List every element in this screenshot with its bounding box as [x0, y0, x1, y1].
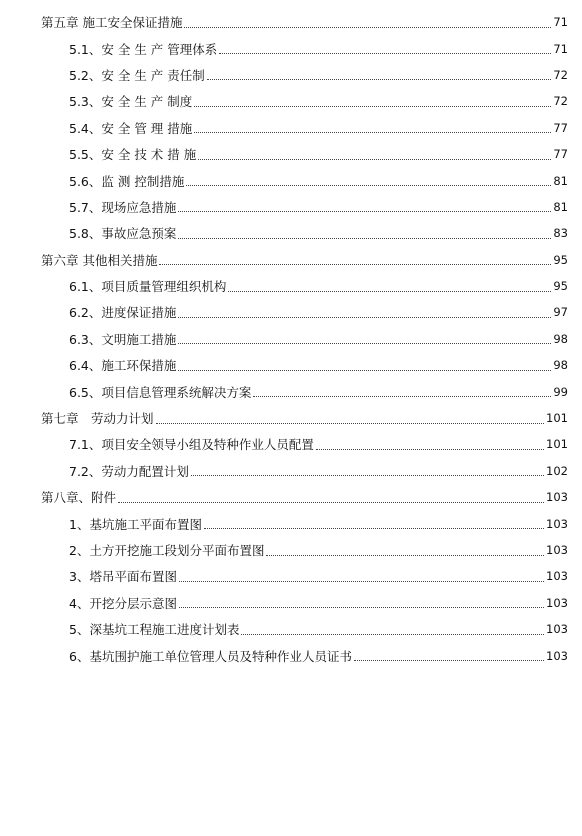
toc-entry-5-8[interactable]: [0, 220, 582, 246]
toc-entry-page: 103: [546, 516, 568, 531]
toc-entry-page: 98: [553, 358, 568, 373]
toc-entry-page: 95: [553, 279, 568, 294]
toc-entry-5-7[interactable]: [0, 194, 582, 220]
toc-entry-appendix-6[interactable]: [0, 642, 582, 668]
toc-entry-5-5[interactable]: [0, 141, 582, 167]
toc-entry-appendix-5[interactable]: [0, 616, 582, 642]
toc-entry-appendix-4[interactable]: [0, 590, 582, 616]
toc-entry-page: 72: [553, 67, 568, 82]
toc-entry-page: 103: [546, 622, 568, 637]
toc-entry-title: 2、土方开挖施工段划分平面布置图: [69, 543, 265, 558]
toc-entry-title: 5.6、监 测 控制措施: [69, 173, 185, 189]
toc-entry-title: 第六章 其他相关措施: [41, 252, 158, 268]
toc-entry-page: 95: [553, 252, 568, 267]
toc-entry-title: 5、深基坑工程施工进度计划表: [69, 622, 240, 638]
toc-entry-page: 98: [553, 331, 568, 346]
toc-entry-page: 81: [553, 173, 568, 188]
dot-leader: [178, 317, 551, 318]
dot-leader: [118, 502, 544, 503]
toc-entry-title: 6.3、文明施工措施: [69, 331, 177, 347]
toc-entry-page: 102: [546, 463, 568, 478]
toc-entry-title: 6.1、项目质量管理组织机构: [69, 279, 227, 295]
toc-entry-6-2[interactable]: [0, 299, 582, 325]
toc-entry-title: 5.7、现场应急措施: [69, 199, 177, 215]
dot-leader: [191, 475, 544, 476]
dot-leader: [316, 449, 544, 450]
toc-entry-title: 7.2、劳动力配置计划: [69, 463, 189, 479]
toc-entry-title: 3、塔吊平面布置图: [69, 569, 177, 585]
dot-leader: [241, 634, 544, 635]
dot-leader: [354, 660, 544, 661]
toc-entry-appendix-3[interactable]: [0, 563, 582, 589]
toc-entry-page: 99: [553, 384, 568, 399]
toc-entry-title: 1、基坑施工平面布置图: [69, 516, 202, 532]
toc-entry-title: 6.4、施工环保措施: [69, 358, 177, 374]
dot-leader: [266, 555, 544, 556]
dot-leader: [178, 343, 551, 344]
toc-entry-page: 71: [553, 41, 568, 56]
toc-entry-6-4[interactable]: [0, 352, 582, 378]
dot-leader: [198, 159, 551, 160]
toc-entry-title: 7.1、项目安全领导小组及特种作业人员配置: [69, 437, 314, 453]
dot-leader: [204, 528, 544, 529]
dot-leader: [179, 581, 544, 582]
toc-entry-page: 83: [553, 226, 568, 241]
dot-leader: [156, 423, 545, 424]
toc-entry-page: 71: [553, 15, 568, 30]
dot-leader: [194, 106, 551, 107]
toc-entry-7-2[interactable]: [0, 458, 582, 484]
dot-leader: [184, 27, 551, 28]
toc-entry-6-5[interactable]: [0, 378, 582, 404]
dot-leader: [253, 396, 551, 397]
dot-leader: [207, 79, 552, 80]
toc-entry-title: 5.4、安 全 管 理 措施: [69, 120, 193, 136]
toc-entry-chapter-7[interactable]: [0, 405, 582, 431]
toc-entry-page: 103: [546, 543, 568, 557]
toc-entry-title: 6.2、进度保证措施: [69, 305, 177, 321]
toc-entry-page: 103: [546, 569, 568, 584]
toc-entry-page: 77: [553, 120, 568, 135]
toc-entry-page: 101: [546, 437, 568, 452]
dot-leader: [178, 370, 551, 371]
dot-leader: [178, 238, 551, 239]
toc-entry-5-4[interactable]: [0, 115, 582, 141]
dot-leader: [159, 264, 551, 265]
dot-leader: [219, 53, 551, 54]
toc-entry-5-1[interactable]: [0, 35, 582, 61]
toc-entry-chapter-5[interactable]: [0, 9, 582, 35]
toc-entry-page: 81: [553, 199, 568, 214]
toc-entry-title: 5.2、安 全 生 产 责任制: [69, 67, 205, 83]
toc-entry-page: 72: [553, 94, 568, 109]
toc-entry-chapter-8[interactable]: [0, 484, 582, 510]
toc-entry-title: 第五章 施工安全保证措施: [41, 15, 183, 31]
toc-entry-title: 5.8、事故应急预案: [69, 226, 177, 242]
toc-entry-chapter-6[interactable]: [0, 247, 582, 273]
toc-entry-title: 第八章、附件: [41, 490, 117, 506]
dot-leader: [228, 291, 551, 292]
toc-entry-5-6[interactable]: [0, 167, 582, 193]
toc-entry-title: 第七章 劳动力计划: [41, 411, 154, 427]
toc-entry-title: 5.1、安 全 生 产 管理体系: [69, 41, 218, 57]
toc-entry-6-1[interactable]: [0, 273, 582, 299]
dot-leader: [178, 211, 551, 212]
toc-entry-page: 103: [546, 595, 568, 610]
dot-leader: [179, 607, 544, 608]
toc-entry-6-3[interactable]: [0, 326, 582, 352]
toc-entry-title: 5.5、安 全 技 术 措 施: [69, 147, 197, 163]
dot-leader: [194, 132, 551, 133]
toc-entry-page: 103: [546, 490, 568, 505]
toc-entry-title: 5.3、安 全 生 产 制度: [69, 94, 193, 110]
table-of-contents: [0, 9, 582, 669]
toc-entry-title: 6.5、项目信息管理系统解决方案: [69, 384, 252, 400]
toc-entry-5-2[interactable]: [0, 62, 582, 88]
toc-entry-title: 6、基坑围护施工单位管理人员及特种作业人员证书: [69, 648, 352, 664]
dot-leader: [186, 185, 551, 186]
toc-entry-page: 97: [553, 305, 568, 320]
toc-entry-page: 77: [553, 147, 568, 162]
toc-entry-page: 103: [546, 648, 568, 663]
toc-entry-appendix-1[interactable]: [0, 510, 582, 536]
toc-entry-5-3[interactable]: [0, 88, 582, 114]
toc-entry-7-1[interactable]: [0, 431, 582, 457]
toc-entry-page: 101: [546, 411, 568, 426]
toc-entry-appendix-2[interactable]: [0, 537, 582, 563]
toc-entry-title: 4、开挖分层示意图: [69, 595, 177, 611]
